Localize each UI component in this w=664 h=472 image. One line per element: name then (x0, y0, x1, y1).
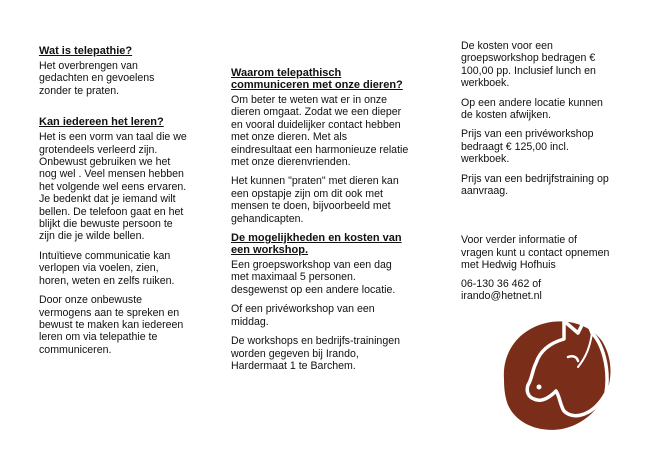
paragraph-om-beter: Om beter te weten wat er in onze dieren omgaat. Zodat we een dieper en vooral duidelijker contact hebben met onze dieren. Met als eindresultaat een harmonieuze relatie met onze dierenvrienden. (231, 94, 409, 169)
paragraph-contact: Voor verder informatie of vragen kunt u contact opnemen met Hedwig Hofhuis (461, 234, 610, 272)
column-left (39, 45, 189, 363)
heading-waarom: Waarom telepathisch communiceren met onze dieren? (231, 67, 403, 91)
heading-kan-iedereen-het-leren: Kan iedereen het leren? (39, 116, 164, 129)
paragraph-taal: Het is een vorm van taal die we grotendeels verleerd zijn. Onbewust gebruiken we het nog wel . Veel mensen hebben het volgende wel eens ervaren. Je bedenkt dat je iemand wilt bellen. De telefoon gaat en het blijkt die bewuste persoon te zijn die je wilde bellen. (39, 131, 187, 243)
horse-head-icon (498, 311, 614, 433)
paragraph-definition: Het overbrengen van gedachten en gevoelens zonder te praten. (39, 60, 155, 97)
paragraph-vermogens: Door onze onbewuste vermogens aan te spreken en bewust te maken kan iedereen leren om via telepathie te communiceren. (39, 294, 184, 356)
paragraph-kosten: De kosten voor een groepsworkshop bedragen € 100,00 pp. Inclusief lunch en werkboek. (461, 40, 596, 90)
column-right (461, 40, 611, 309)
paragraph-prijs-prive: Prijs van een privéworkshop bedraagt € 125,00 incl. werkboek. (461, 128, 594, 166)
paragraph-priveworkshop: Of een privéworkshop van een middag. (231, 303, 375, 328)
paragraph-intuitieve: Intuïtieve communicatie kan verlopen via voelen, zien, horen, weten en zelfs ruiken. (39, 249, 175, 287)
paragraph-groepsworkshop: Een groepsworkshop van een dag met maximaal 5 personen. desgewenst op een andere locatie. (231, 259, 396, 296)
contact-block (461, 234, 611, 302)
paragraph-afwijken: Op een andere locatie kunnen de kosten afwijken. (461, 96, 603, 122)
column-middle (231, 67, 409, 379)
paragraph-prijs-bedrijf: Prijs van een bedrijfstraining op aanvraag. (461, 172, 609, 198)
heading-mogelijkheden: De mogelijkheden en kosten van een workshop. (231, 232, 402, 257)
paragraph-praten: Het kunnen "praten" met dieren kan een opstapje zijn om dit ook met mensen te doen, bijvoorbeeld met gehandicapten. (231, 175, 399, 225)
heading-wat-is-telepathie: Wat is telepathie? (39, 45, 133, 57)
paragraph-phone-email: 06-130 36 462 of irando@hetnet.nl (461, 277, 542, 303)
paragraph-locatie: De workshops en bedrijfs-trainingen worden gegeven bij Irando, Hardermaat 1 te Barchem. (231, 335, 400, 372)
